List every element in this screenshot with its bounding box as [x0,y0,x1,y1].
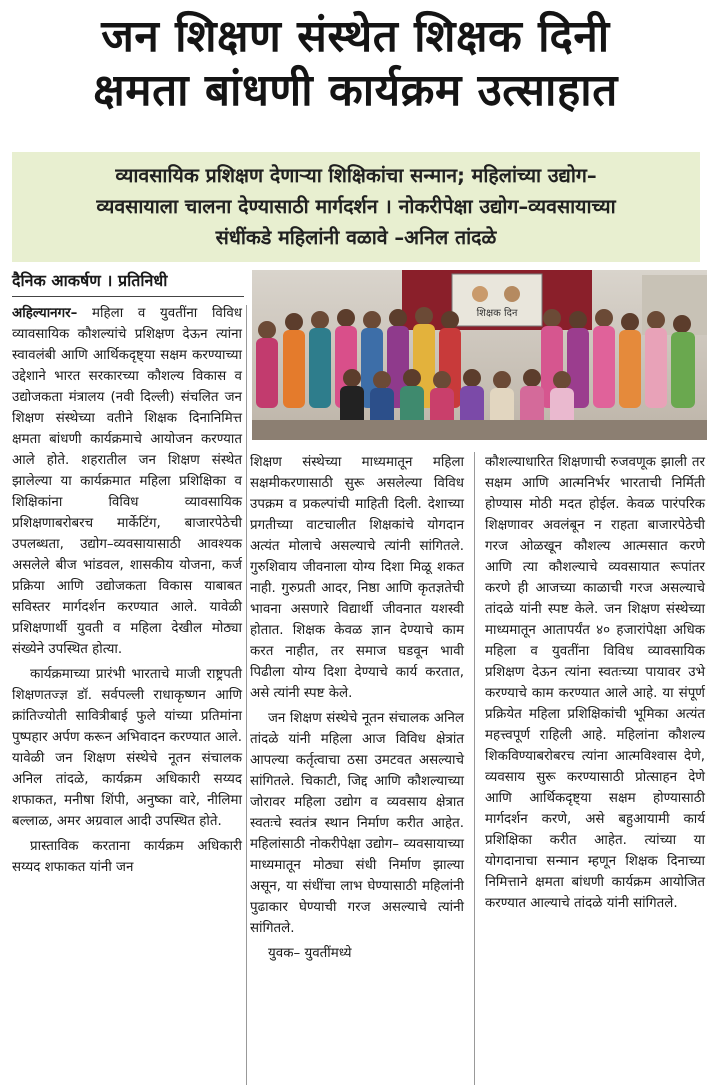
article-column-3 [485,452,705,918]
headline-line-2: क्षमता बांधणी कार्यक्रम उत्साहात [93,65,618,116]
paragraph: कौशल्याधारित शिक्षणाची रुजवणूक झाली तर सक्षम आणि आत्मनिर्भर भारताची निर्मिती होण्यास मोठी मदत होईल. केवळ पारंपरिक शिक्षणावर अवलंबून न राहता बाजारपेठेची गरज ओळखून कौशल्य आत्मसात करणे आणि त्या कौशल्याचे व्यवसायात रूपांतर करणे ही आजच्या काळाची गरज असल्याचे तांदळे यांनी स्पष्ट केले. जन शिक्षण संस्थेच्या माध्यमातून आतापर्यंत ४० हजारांपेक्षा अधिक महिला व युवतींना विविध व्यावसायिक प्रशिक्षण देऊन त्यांना स्वतःच्या पायावर उभे करण्याचे काम करण्यात आले आहे. या संपूर्ण प्रक्रियेत महिला प्रशिक्षिकांची भूमिका अत्यंत महत्त्वपूर्ण राहिली आहे. महिलांना कौशल्य शिकविण्याबरोबरच त्यांना आत्मविश्वास देणे, व्यवसाय सुरू करण्यासाठी प्रोत्साहन देणे आणि आर्थिकदृष्ट्या सक्षम होण्यासाठी मार्गदर्शन करणे, असे बहुआयामी कार्य प्रशिक्षिका करीत आहेत. त्यांच्या या योगदानाचा सन्मान म्हणून शिक्षक दिनाच्या निमित्ताने क्षमता बांधणी कार्यक्रम आयोजित करण्यात आल्याचे तांदळे यांनी सांगितले. [485,455,705,911]
banner-text: शिक्षक दिन [476,308,518,319]
article-column-1 [12,303,242,882]
subheadline-box [12,152,700,262]
subheadline-line-1: व्यावसायिक प्रशिक्षण देणाऱ्या शिक्षिकांचा सन्मान; महिलांच्या उद्योग– [115,164,597,187]
paragraph-text: महिला व युवतींना विविध व्यावसायिक कौशल्यांचे प्रशिक्षण देऊन त्यांना स्वावलंबी आणि आर्थिकदृष्ट्या सक्षम करण्याच्या उद्देशाने भारत सरकारच्या कौशल्य विकास व उद्योजकता मंत्रालय (नवी दिल्ली) संचलित जन शिक्षण संस्थेच्या वतीने शिक्षक दिनानिमित्त क्षमता बांधणी कार्यक्रमाचे आयोजन करण्यात आले होते. शहरातील जन शिक्षण संस्थेत झालेल्या या कार्यक्रमात महिला प्रशिक्षिका व शिक्षिकांना विविध व्यावसायिक प्रशिक्षणाबरोबरच मार्केटिंग, बाजारपेठेची उपलब्धता, उद्योग–व्यवसायासाठी आवश्यक असलेले बीज भांडवल, शासकीय योजना, कर्ज प्रक्रिया आणि उद्योजकता विकास याबाबत सविस्तर मार्गदर्शन करण्यात आले. यावेळी प्रशिक्षणार्थी युवती व महिला देखील मोठ्या संख्येने उपस्थित होत्या. [12,306,243,657]
group-photo-illustration [252,270,707,440]
column-rule-1 [246,305,247,1085]
paragraph: कार्यक्रमाच्या प्रारंभी भारताचे माजी राष्ट्रपती शिक्षणतज्ज्ञ डॉ. सर्वपल्ली राधाकृष्णन आणि क्रांतिज्योती सावित्रीबाई फुले यांच्या प्रतिमांना पुष्पहार अर्पण करून अभिवादन करण्यात आले. यावेळी जन शिक्षण संस्थेचे नूतन संचालक अनिल तांदळे, कार्यक्रम अधिकारी सय्यद शफाकत, मनीषा शिंपी, अनुष्का वारे, नीलिमा बल्लाळ, अमर अग्रवाल आदी उपस्थित होते. [12,667,242,829]
event-group-photo [252,270,707,440]
headline [0,10,711,118]
subheadline-line-3: संधींकडे महिलांनी वळावे –अनिल तांदळे [215,226,497,249]
paragraph: प्रास्ताविक करताना कार्यक्रम अधिकारी सय्यद शफाकत यांनी जन [12,839,242,875]
article-column-2 [250,452,464,968]
paragraph: शिक्षण संस्थेच्या माध्यमातून महिला सक्षमीकरणासाठी सुरू असलेल्या विविध उपक्रम व प्रकल्पांची माहिती दिली. देशाच्या प्रगतीच्या वाटचालीत शिक्षकांचे योगदान अत्यंत मोलाचे असल्याचे त्यांनी सांगितले. गुरुशिवाय जीवनाला योग्य दिशा मिळू शकत नाही. गुरुप्रती आदर, निष्ठा आणि कृतज्ञतेची भावना असणारे विद्यार्थी जीवनात यशस्वी होतात. शिक्षक केवळ ज्ञान देण्याचे काम करत नाहीत, तर समाज घडवून भावी पिढीला योग्य दिशा देण्याचे कार्य करतात, असे त्यांनी स्पष्ट केले. [250,455,464,701]
paragraph: जन शिक्षण संस्थेचे नूतन संचालक अनिल तांदळे यांनी महिला आज विविध क्षेत्रांत आपल्या कर्तृत्वाचा ठसा उमटवत असल्याचे सांगितले. चिकाटी, जिद्द आणि कौशल्याच्या जोरावर महिला उद्योग व व्यवसाय क्षेत्रात स्वतःचे स्वतंत्र स्थान निर्माण करीत आहेत. महिलांसाठी नोकरीपेक्षा उद्योग– व्यवसायाच्या माध्यमातून मोठ्या संधी निर्माण झाल्या असून, या संधींचा लाभ घेण्यासाठी महिलांनी पुढाकार घेण्याची गरज असल्याचे त्यांनी सांगितले. [250,711,464,936]
paragraph: युवक– युवतींमध्ये [268,946,352,961]
dateline: अहिल्यानगर– [12,306,78,321]
byline: दैनिक आकर्षण । प्रतिनिधी [12,270,244,297]
column-rule-2 [474,452,475,1085]
subheadline-line-2: व्यवसायाला चालना देण्यासाठी मार्गदर्शन । नोकरीपेक्षा उद्योग–व्यवसायाच्या [96,195,616,218]
headline-line-1: जन शिक्षण संस्थेत शिक्षक दिनी [101,11,610,62]
paragraph [12,303,242,660]
